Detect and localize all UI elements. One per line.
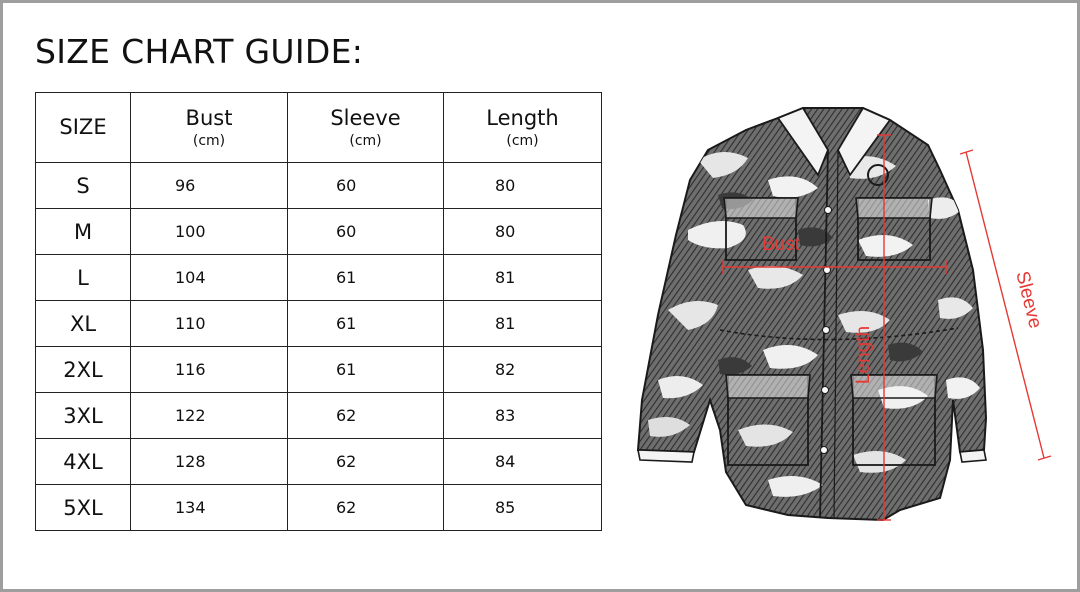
table-row bbox=[36, 255, 602, 301]
cell-size: 2XL bbox=[36, 347, 131, 393]
header-bust: Bust (cm) bbox=[131, 93, 288, 163]
cell-bust: 110 bbox=[131, 301, 288, 347]
size-chart-table bbox=[35, 92, 602, 531]
table-row bbox=[36, 163, 602, 209]
table-row bbox=[36, 347, 602, 393]
cell-bust: 104 bbox=[131, 255, 288, 301]
table-header-row bbox=[36, 93, 602, 163]
cell-sleeve: 61 bbox=[288, 301, 444, 347]
cell-sleeve: 61 bbox=[288, 255, 444, 301]
cell-size: S bbox=[36, 163, 131, 209]
cell-length: 85 bbox=[444, 485, 602, 531]
sleeve-label: Sleeve bbox=[1011, 269, 1046, 331]
cell-size: L bbox=[36, 255, 131, 301]
table-row bbox=[36, 439, 602, 485]
jacket-illustration bbox=[628, 100, 1058, 530]
cell-sleeve: 62 bbox=[288, 393, 444, 439]
cell-size: 5XL bbox=[36, 485, 131, 531]
header-length: Length (cm) bbox=[444, 93, 602, 163]
table-row bbox=[36, 301, 602, 347]
cell-sleeve: 61 bbox=[288, 347, 444, 393]
cell-bust: 96 bbox=[131, 163, 288, 209]
header-size: SIZE bbox=[36, 93, 131, 163]
cell-size: M bbox=[36, 209, 131, 255]
cell-bust: 116 bbox=[131, 347, 288, 393]
bust-label: Bust bbox=[762, 234, 801, 255]
length-label: Length bbox=[853, 325, 874, 385]
cell-length: 82 bbox=[444, 347, 602, 393]
cell-size: 3XL bbox=[36, 393, 131, 439]
cell-sleeve: 60 bbox=[288, 209, 444, 255]
cell-length: 81 bbox=[444, 255, 602, 301]
cell-length: 84 bbox=[444, 439, 602, 485]
table-row bbox=[36, 393, 602, 439]
cell-sleeve: 62 bbox=[288, 439, 444, 485]
cell-size: 4XL bbox=[36, 439, 131, 485]
cell-sleeve: 62 bbox=[288, 485, 444, 531]
table-row bbox=[36, 485, 602, 531]
cell-length: 80 bbox=[444, 163, 602, 209]
cell-length: 83 bbox=[444, 393, 602, 439]
cell-sleeve: 60 bbox=[288, 163, 444, 209]
page-title: SIZE CHART GUIDE: bbox=[35, 32, 364, 71]
cell-bust: 128 bbox=[131, 439, 288, 485]
cell-bust: 134 bbox=[131, 485, 288, 531]
cell-bust: 122 bbox=[131, 393, 288, 439]
table-row bbox=[36, 209, 602, 255]
camo-jacket-icon bbox=[628, 100, 1058, 530]
cell-length: 81 bbox=[444, 301, 602, 347]
header-sleeve: Sleeve (cm) bbox=[288, 93, 444, 163]
cell-length: 80 bbox=[444, 209, 602, 255]
cell-size: XL bbox=[36, 301, 131, 347]
cell-bust: 100 bbox=[131, 209, 288, 255]
